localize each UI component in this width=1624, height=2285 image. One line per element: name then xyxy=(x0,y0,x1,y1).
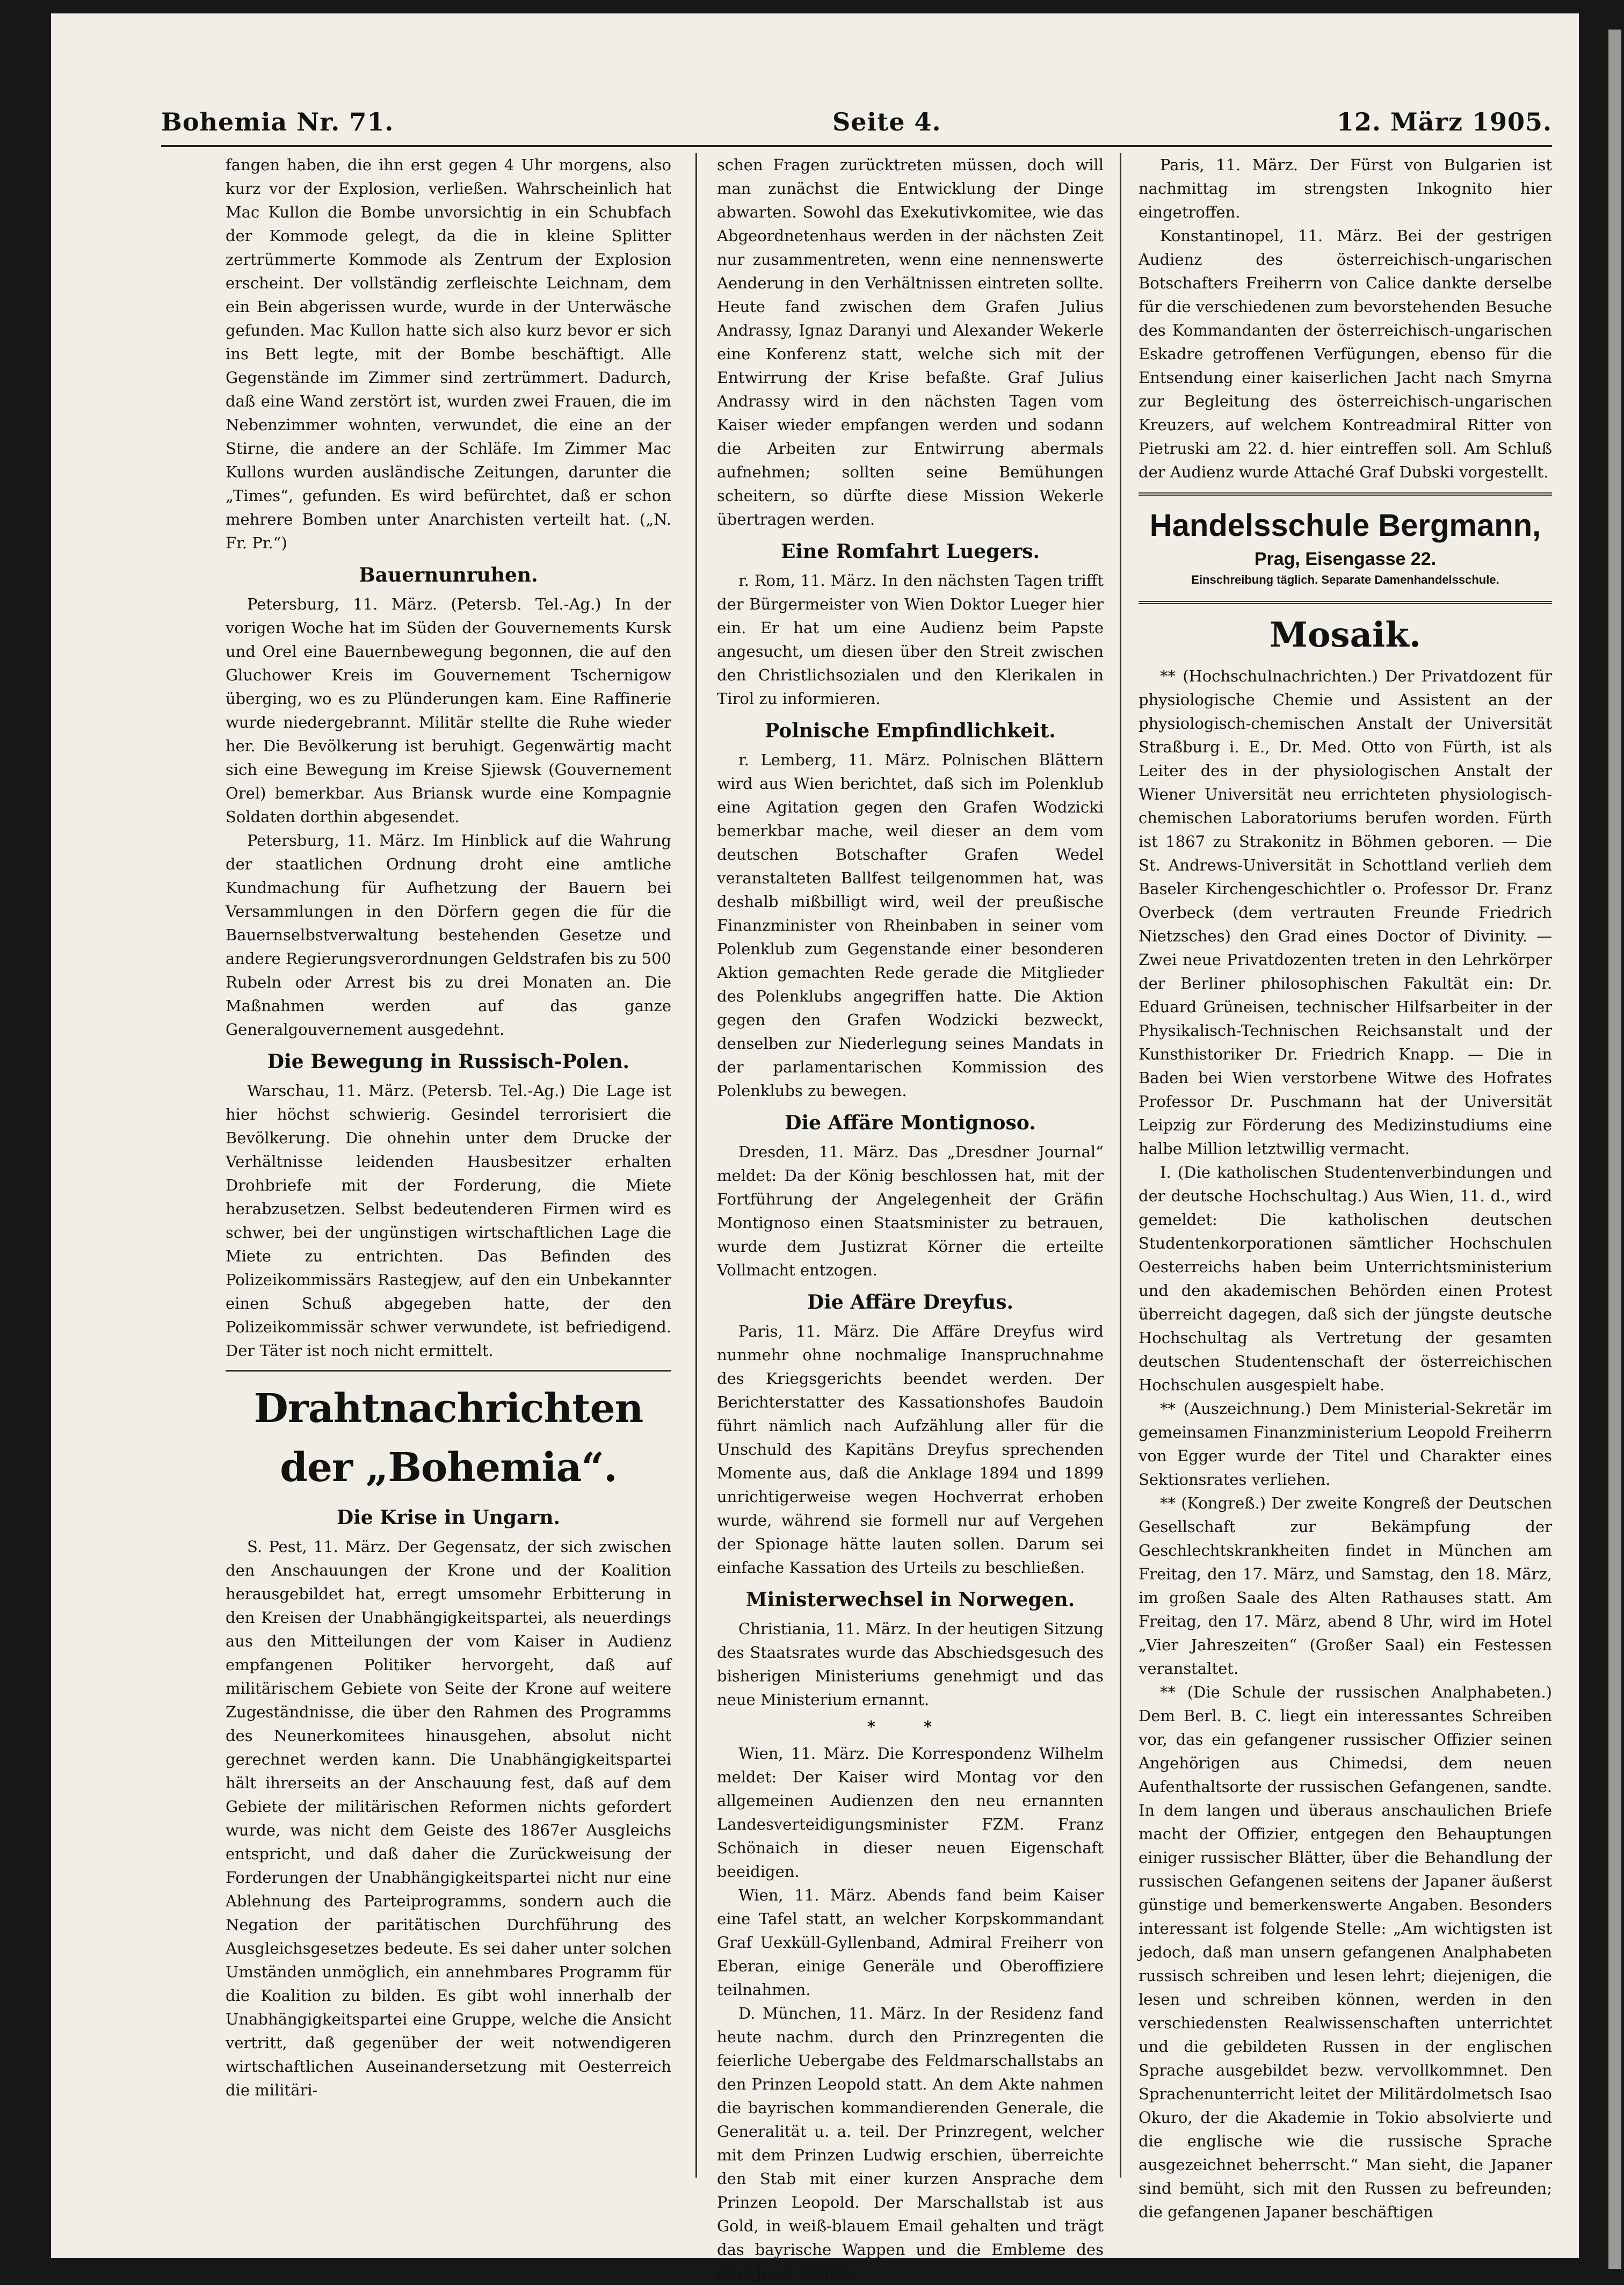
column-2 xyxy=(717,153,1104,2282)
section-heading: Die Bewegung in Russisch-Polen. xyxy=(267,1050,630,1073)
section-heading: Bauernunruhen. xyxy=(359,564,538,586)
column-1 xyxy=(226,153,671,2178)
article-paragraph: Wien, 11. März. Abends fand beim Kaiser eine Tafel statt, an welcher Korpskommandant Graf Uexküll-Gyllenband, Admiral Freiherr von Eberan, einige Generäle und Oberoffiziere teilnahmen. xyxy=(717,1886,1104,1999)
article-paragraph: ** (Auszeichnung.) Dem Ministerial-Sekretär im gemeinsamen Finanzministerium Leopold Freiherrn von Egger wurde der Titel und Charakter eines Sektionsrates verliehen. xyxy=(1139,1399,1552,1489)
article-paragraph: Petersburg, 11. März. Im Hinblick auf die Wahrung der staatlichen Ordnung droht eine amtliche Kundmachung für Aufhetzung der Bauern bei Versammlungen in den Dörfern gegen die für die Bauernselbstverwaltung bestehenden Gesetze und andere Regierungsverordnungen Geldstrafen bis zu 500 Rubeln oder Arrest bis zu drei Monaten an. Die Maßnahmen werden auf das ganze Generalgouvernement ausgedehnt. xyxy=(226,831,671,1039)
ad-name: Handelsschule Bergmann, xyxy=(1149,508,1541,543)
section-heading: Ministerwechsel in Norwegen. xyxy=(745,1588,1075,1611)
header-rule xyxy=(161,145,1552,147)
article-paragraph: Warschau, 11. März. (Petersb. Tel.-Ag.) Die Lage ist hier höchst schwierig. Gesindel terrorisiert die Bevölkerung. Die ohnehin unter dem Drucke der Verhältnisse leidenden Hausbesitzer erhalten Drohbriefe mit der Forderung, die Miete herabzusetzen. Selbst bedeutenderen Firmen wird es schwer, bei der ungünstigen wirtschaftlichen Lage die Miete zu entrichten. Das Befinden des Polizeikommissärs Rastegjew, auf den ein Unbekannter einen Schuß abgegeben hatte, der den Polizeikommissär schwer verwundete, ist befriedigend. Der Täter ist noch nicht ermittelt. xyxy=(226,1082,671,1360)
divider xyxy=(1139,601,1552,604)
page-edge xyxy=(1608,30,1621,2269)
article-paragraph: Petersburg, 11. März. (Petersb. Tel.-Ag.) In der vorigen Woche hat im Süden der Gouvernements Kursk und Orel eine Bauernbewegung begonnen, die auf den Gluchower Kreis im Gouvernement Tschernigow überging, wo es zu Plünderungen kam. Eine Raffinerie wurde niedergebrannt. Militär stellte die Ruhe wieder her. Die Bevölkerung ist beruhigt. Gegenwärtig macht sich eine Bewegung im Kreise Sjiewsk (Gouvernement Orel) bemerkbar. Aus Briansk wurde eine Kompagnie Soldaten dorthin abgesendet. xyxy=(226,595,671,826)
article-paragraph: Dresden, 11. März. Das „Dresdner Journal“ meldet: Da der König beschlossen hat, mit der Fortführung der Angelegenheit der Gräfin Montignoso einen Staatsminister zu betrauen, wurde dem Justizrat Körner die erteilte Vollmacht entzogen. xyxy=(717,1143,1104,1279)
article-paragraph: schen Fragen zurücktreten müssen, doch will man zunächst die Entwicklung der Dinge abwarten. Sowohl das Exekutivkomitee, wie das Abgeordnetenhaus werden in der nächsten Zeit nur zusammentreten, wenn eine nennenswerte Aenderung in den Verhältnissen eintreten sollte. Heute fand zwischen dem Grafen Julius Andrassy, Ignaz Daranyi und Alexander Wekerle eine Konferenz statt, welche sich mit der Entwirrung der Krise befaßte. Graf Julius Andrassy wird in den nächsten Tagen vom Kaiser wieder empfangen werden und sodann die Arbeiten zur Entwirrung abermals aufnehmen; sollten seine Bemühungen scheitern, so dürfte diese Mission Wekerle übertragen werden. xyxy=(717,156,1104,528)
article-paragraph: r. Rom, 11. März. In den nächsten Tagen trifft der Bürgermeister von Wien Doktor Lueger hier ein. Er hat um eine Audienz beim Papste angesucht, um diesen über den Streit zwischen den Christlichsozialen und den Klerikalen in Tirol zu informieren. xyxy=(717,571,1104,708)
article-paragraph: ** (Hochschulnachrichten.) Der Privatdozent für physiologische Chemie und Assistent an der physiologisch-chemischen Anstalt der Universität Straßburg i. E., Dr. Med. Otto von Fürth, ist als Leiter des in der physiologischen Anstalt der Wiener Universität neu errichteten physiologisch-chemischen Laboratoriums berufen worden. Fürth ist 1867 zu Strakonitz in Böhmen geboren. — Die St. Andrews-Universität in Schottland verlieh dem Baseler Kirchengeschichtler o. Professor Dr. Franz Overbeck (dem vertrauten Freunde Friedrich Nietzsches) den Grad eines Doctor of Divinity. — Zwei neue Privatdozenten treten in den Lehrkörper der Berliner philosophischen Fakultät ein: Dr. Eduard Grüneisen, technischer Hilfsarbeiter in der Physikalisch-Technischen Reichsanstalt und der Kunsthistoriker Dr. Friedrich Knapp. — Die in Baden bei Wien verstorbene Witwe des Hofrates Professor Dr. Puschmann hat der Universität Leipzig zur Förderung des Medizinstudiums eine halbe Million letztwillig vermacht. xyxy=(1139,667,1552,1158)
article-paragraph: Paris, 11. März. Der Fürst von Bulgarien ist nachmittag im strengsten Inkognito hier eingetroffen. xyxy=(1139,156,1552,221)
page-header xyxy=(161,107,1552,145)
divider xyxy=(226,1370,671,1372)
article-paragraph: S. Pest, 11. März. Der Gegensatz, der sich zwischen den Anschauungen der Krone und der Koalition herausgebildet hat, erregt umsomehr Erbitterung in den Kreisen der Unabhängigkeitspartei, als neuerdings aus den Mitteilungen der vom Kaiser in Audienz empfangenen Politiker hervorgeht, daß auf militärischem Gebiete von Seite der Krone auf weitere Zugeständnisse, die über den Rahmen des Programms des Neunerkomitees hinausgehen, absolut nicht gerechnet werden kann. Die Unabhängigkeitspartei hält ihrerseits an der Anschauung fest, daß auf dem Gebiete der militärischen Reformen nichts gefordert wurde, was nicht dem Geiste des 1867er Ausgleichs entspricht, und daß daher die Zurückweisung der Forderungen der Unabhängigkeitspartei nicht nur eine Ablehnung des Parteiprogramms, sondern auch die Negation der paritätischen Durchführung des Ausgleichsgesetzes bedeute. Es sei daher unter solchen Umständen unmöglich, ein annehmbares Programm für die Koalition zu bilden. Es gibt wohl innerhalb der Unabhängigkeitspartei eine Gruppe, welche die Ansicht vertritt, daß gegenüber der weit notwendigeren wirtschaftlichen Auseinandersetzung mit Oesterreich die militäri- xyxy=(226,1537,671,2099)
header-masthead-number: Bohemia Nr. 71. xyxy=(161,107,394,136)
advertisement xyxy=(1139,501,1552,592)
article-paragraph: fangen haben, die ihn erst gegen 4 Uhr morgens, also kurz vor der Explosion, verließen. Wahrscheinlich hat Mac Kullon die Bombe unvorsichtig in ein Schubfach der Kommode gelegt, da die in kleine Splitter zertrümmerte Kommode als Zentrum der Explosion erscheint. Der vollständig zerfleischte Leichnam, dem ein Bein abgerissen wurde, wurde in der Unterwäsche gefunden. Mac Kullon hatte sich also kurz bevor er sich ins Bett legte, mit der Bombe beschäftigt. Alle Gegenstände im Zimmer sind zertrümmert. Dadurch, daß eine Wand zerstört ist, wurden zwei Frauen, die im Nebenzimmer wohnten, verwundet, die eine an der Stirne, die andere an der Schläfe. Im Zimmer Mac Kullons wurden ausländische Zeitungen, darunter die „Times“, gefunden. Es wird befürchtet, daß er schon mehrere Bomben unter Anarchisten verteilt hat. („N. Fr. Pr.“) xyxy=(226,156,671,552)
column-rule xyxy=(1120,153,1121,2178)
article-paragraph: Christiania, 11. März. In der heutigen Sitzung des Staatsrates wurde das Abschiedsgesuch des bisherigen Ministeriums genehmigt und das neue Ministerium ernannt. xyxy=(717,1620,1104,1709)
column-3 xyxy=(1139,153,1552,2221)
section-heading: Polnische Empfindlichkeit. xyxy=(765,720,1056,742)
column-rule xyxy=(695,153,697,2178)
section-heading: Die Affäre Montignoso. xyxy=(785,1112,1036,1134)
article-paragraph: Konstantinopel, 11. März. Bei der gestrigen Audienz des österreichisch-ungarischen Botschafters Freiherrn von Calice dankte derselbe für die verschiedenen zum bevorstehenden Besuche des Kommandanten der österreichisch-ungarischen Eskadre getroffenen Verfügungen, ebenso für die Entsendung einer kaiserlichen Jacht nach Smyrna zur Begleitung des österreichisch-ungarischen Kreuzers, auf welchem Kontreadmiral Ritter von Pietruski am 22. d. hier eintreffen soll. Am Schluß der Audienz wurde Attaché Graf Dubski vorgestellt. xyxy=(1139,227,1552,481)
article-paragraph: Wien, 11. März. Die Korrespondenz Wilhelm meldet: Der Kaiser wird Montag vor den allgemeinen Audienzen den neu ernannten Landesverteidigungsminister FZM. Franz Schönaich in dieser neuen Eigenschaft beeidigen. xyxy=(717,1744,1104,1881)
section-heading: Die Krise in Ungarn. xyxy=(336,1506,561,1529)
article-paragraph: ** (Kongreß.) Der zweite Kongreß der Deutschen Gesellschaft zur Bekämpfung der Geschlechtskrankheiten findet in München am Freitag, den 17. März, und Samstag, den 18. März, im großen Saale des Alten Rathauses statt. Am Freitag, den 17. März, abend 8 Uhr, wird im Hotel „Vier Jahreszeiten“ (Großer Saal) ein Festessen veranstaltet. xyxy=(1139,1494,1552,1678)
article-paragraph: Paris, 11. März. Die Affäre Dreyfus wird nunmehr ohne nochmalige Inanspruchnahme des Kriegsgerichts beendet werden. Der Berichterstatter des Kassationshofes Baudoin führt nämlich nach Aufzählung aller für die Unschuld des Kapitäns Dreyfus sprechenden Momente aus, daß die Anklage 1894 und 1899 unrichtigerweise wegen Hochverrat erhoben wurde, während sie formell nur auf Vergehen der Spionage hätte lauten sollen. Darum sei einfache Kassation des Urteils zu beschließen. xyxy=(717,1322,1104,1577)
wire-news-masthead: Drahtnachrichten der „Bohemia“. xyxy=(253,1385,643,1491)
header-page-number: Seite 4. xyxy=(832,107,941,136)
header-date: 12. März 1905. xyxy=(1336,107,1552,136)
divider xyxy=(1139,492,1552,496)
article-paragraph: D. München, 11. März. In der Residenz fand heute nachm. durch den Prinzregenten die feierliche Uebergabe des Feldmarschallstabs an den Prinzen Leopold statt. An dem Akte nahmen die bayrischen kommandierenden Generale, die Generalität u. a. teil. Der Prinzregent, welcher mit dem Prinzen Ludwig erschien, überreichte den Stab mit einer kurzen Ansprache dem Prinzen Leopold. Der Marschallstab ist aus Gold, in weiß-blauem Email gehalten und trägt das bayrische Wappen und die Embleme des Max-Josef-Ordens. xyxy=(717,2004,1104,2282)
section-heading: Die Affäre Dreyfus. xyxy=(807,1291,1013,1314)
section-separator-stars: * * xyxy=(867,1717,954,1736)
ad-details: Einschreibung täglich. Separate Damenhandelsschule. xyxy=(1191,573,1499,586)
section-masthead: Mosaik. xyxy=(1270,615,1421,655)
ad-address: Prag, Eisengasse 22. xyxy=(1254,549,1437,569)
article-paragraph: ** (Die Schule der russischen Analphabeten.) Dem Berl. B. C. liegt ein interessantes Schreiben vor, das ein gefangener russischer Offizier seinen Angehörigen aus Chimedsi, dem neuen Aufenthaltsorte der russischen Gefangenen, sandte. In dem langen und überaus anschaulichen Briefe macht der Offizier, entgegen den Behauptungen einiger russischer Blätter, über die Behandlung der russischen Gefangenen seitens der Japaner äußerst günstige und bemerkenswerte Angaben. Besonders interessant ist folgende Stelle: „Am wichtigsten ist jedoch, daß man unsern gefangenen Analphabeten russisch schreiben und lesen lehrt; diejenigen, die lesen und schreiben können, werden in den verschiedensten Realwissenschaften unterrichtet und die gebildeten Russen in der englischen Sprache ausgebildet bezw. vervollkommnet. Den Sprachenunterricht leitet der Militärdolmetsch Isao Okuro, der die Akademie in Tokio absolvierte und die englische wie die russische Sprache ausgezeichnet beherrscht.“ Man sieht, die Japaner sind bemüht, sich mit den Russen zu befreunden; die gefangenen Japaner beschäftigen xyxy=(1139,1683,1552,2221)
section-heading: Eine Romfahrt Luegers. xyxy=(780,540,1040,563)
article-paragraph: I. (Die katholischen Studentenverbindungen und der deutsche Hochschultag.) Aus Wien, 11. d., wird gemeldet: Die katholischen deutschen Studentenkorporationen sämtlicher Hochschulen Oesterreichs haben beim Unterrichtsministerium und den akademischen Behörden einen Protest überreicht dagegen, daß sich der jüngste deutsche Hochschultag als Vertretung der gesamten deutschen Studentenschaft der österreichischen Hochschulen ausgespielt habe. xyxy=(1139,1163,1552,1394)
article-paragraph: r. Lemberg, 11. März. Polnischen Blättern wird aus Wien berichtet, daß sich im Polenklub eine Agitation gegen den Grafen Wodzicki bemerkbar mache, weil dieser an dem vom deutschen Botschafter Grafen Wedel veranstalteten Ballfest teilgenommen hat, was deshalb mißbilligt wird, weil der preußische Finanzminister von Rheinbaben in seiner vom Polenklub zum Gegenstande einer besonderen Aktion gemachten Rede gerade die Mitglieder des Polenklubs angegriffen hatte. Die Aktion gegen den Grafen Wodzicki bezweckt, denselben zur Niederlegung seines Mandats in der parlamentarischen Kommission des Polenklubs zu bewegen. xyxy=(717,751,1104,1100)
